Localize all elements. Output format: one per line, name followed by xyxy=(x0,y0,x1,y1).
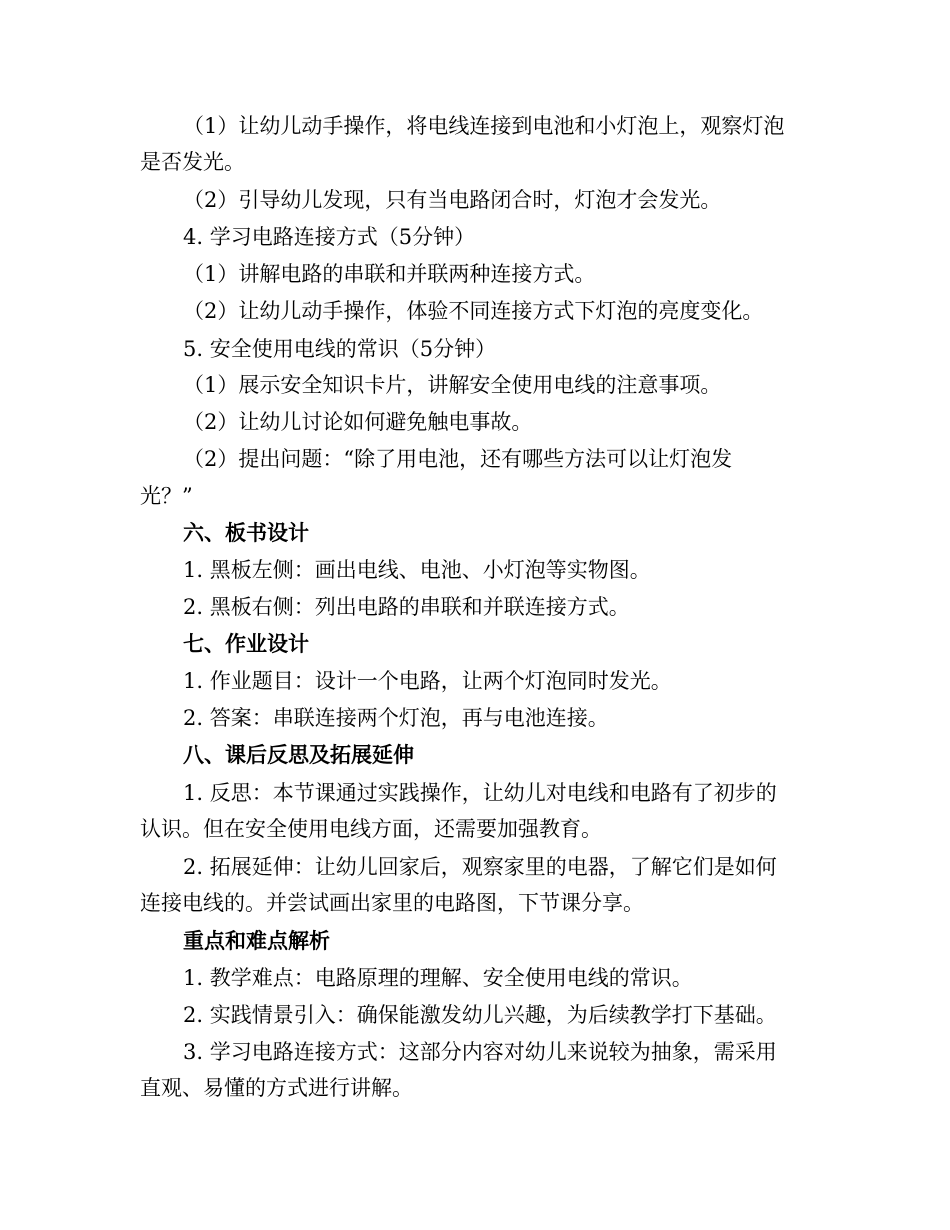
paragraph-line: （2）提出问题：“除了用电池，还有哪些方法可以让灯泡发 xyxy=(183,447,733,471)
paragraph-line: 连接电线的。并尝试画出家里的电路图，下节课分享。 xyxy=(140,891,644,915)
list-item: 1. 反思：本节课通过实践操作，让幼儿对电线和电路有了初步的 xyxy=(183,781,777,805)
paragraph-line: （1）让幼儿动手操作，将电线连接到电池和小灯泡上，观察灯泡 xyxy=(183,114,785,138)
paragraph-line: （2）引导幼儿发现，只有当电路闭合时，灯泡才会发光。 xyxy=(183,188,722,212)
list-item: 1. 教学难点：电路原理的理解、安全使用电线的常识。 xyxy=(183,966,693,990)
list-item: 4. 学习电路连接方式（5分钟） xyxy=(183,225,476,249)
list-item: 2. 拓展延伸：让幼儿回家后，观察家里的电器，了解它们是如何 xyxy=(183,855,777,879)
paragraph-line: 光？” xyxy=(140,484,193,508)
paragraph-line: （2）让幼儿动手操作，体验不同连接方式下灯泡的亮度变化。 xyxy=(183,299,764,323)
list-item: 2. 实践情景引入：确保能激发幼儿兴趣，为后续教学打下基础。 xyxy=(183,1003,777,1027)
paragraph-line: 直观、易懂的方式进行讲解。 xyxy=(140,1076,413,1100)
paragraph-line: （2）让幼儿讨论如何避免触电事故。 xyxy=(183,410,533,434)
paragraph-line: （1）展示安全知识卡片，讲解安全使用电线的注意事项。 xyxy=(183,373,722,397)
paragraph-line: 认识。但在安全使用电线方面，还需要加强教育。 xyxy=(140,817,602,841)
list-item: 5. 安全使用电线的常识（5分钟） xyxy=(183,337,497,361)
section-heading: 重点和难点解析 xyxy=(183,928,330,953)
paragraph-line: （1）讲解电路的串联和并联两种连接方式。 xyxy=(183,262,596,286)
list-item: 1. 黑板左侧：画出电线、电池、小灯泡等实物图。 xyxy=(183,558,651,582)
paragraph-line: 是否发光。 xyxy=(140,150,245,174)
section-heading: 八、课后反思及拓展延伸 xyxy=(183,742,414,767)
list-item: 2. 答案：串联连接两个灯泡，再与电池连接。 xyxy=(183,706,609,730)
section-heading: 六、板书设计 xyxy=(183,520,309,545)
list-item: 1. 作业题目：设计一个电路，让两个灯泡同时发光。 xyxy=(183,669,672,693)
list-item: 2. 黑板右侧：列出电路的串联和并联连接方式。 xyxy=(183,595,630,619)
section-heading: 七、作业设计 xyxy=(183,631,309,656)
list-item: 3. 学习电路连接方式：这部分内容对幼儿来说较为抽象，需采用 xyxy=(183,1040,777,1064)
